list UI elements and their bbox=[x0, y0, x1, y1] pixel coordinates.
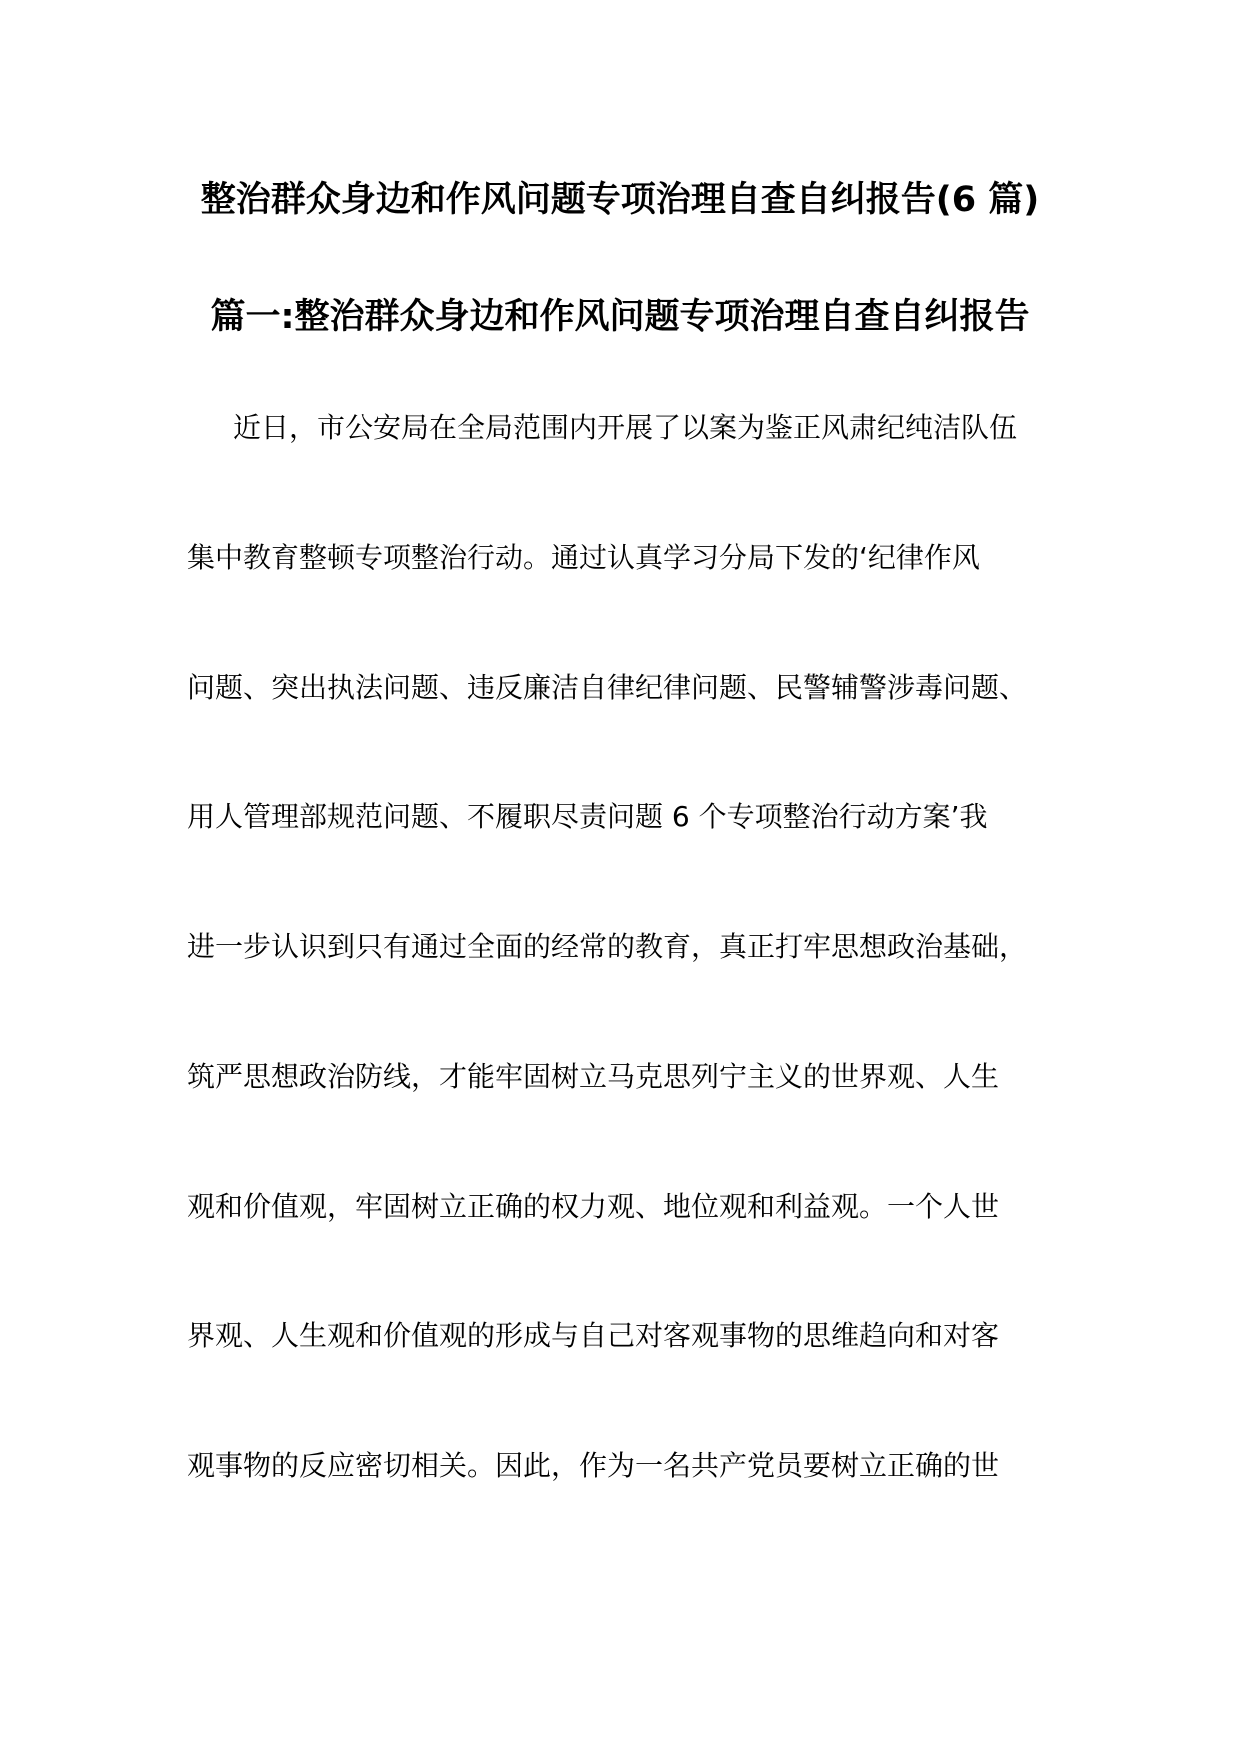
paragraph-line: 近日，市公安局在全局范围内开展了以案为鉴正风肃纪纯洁队伍 bbox=[233, 411, 1018, 444]
paragraph-line: 用人管理部规范问题、不履职尽责问题 6 个专项整治行动方案’我 bbox=[187, 800, 988, 833]
paragraph-line: 界观、人生观和价值观的形成与自己对客观事物的思维趋向和对客 bbox=[187, 1319, 1000, 1352]
section-title: 篇一:整治群众身边和作风问题专项治理自查自纠报告 bbox=[210, 297, 1030, 337]
paragraph-line: 观事物的反应密切相关。因此，作为一名共产党员要树立正确的世 bbox=[187, 1449, 1000, 1482]
document-title: 整治群众身边和作风问题专项治理自查自纠报告(6 篇) bbox=[200, 180, 1040, 220]
paragraph-line: 进一步认识到只有通过全面的经常的教育，真正打牢思想政治基础， bbox=[187, 930, 1028, 963]
paragraph-line: 筑严思想政治防线，才能牢固树立马克思列宁主义的世界观、人生 bbox=[187, 1060, 1000, 1093]
paragraph-line: 观和价值观，牢固树立正确的权力观、地位观和利益观。一个人世 bbox=[187, 1190, 1000, 1223]
paragraph-line: 集中教育整顿专项整治行动。通过认真学习分局下发的‘纪律作风 bbox=[187, 541, 980, 574]
paragraph-line: 问题、突出执法问题、违反廉洁自律纪律问题、民警辅警涉毒问题、 bbox=[187, 671, 1028, 704]
